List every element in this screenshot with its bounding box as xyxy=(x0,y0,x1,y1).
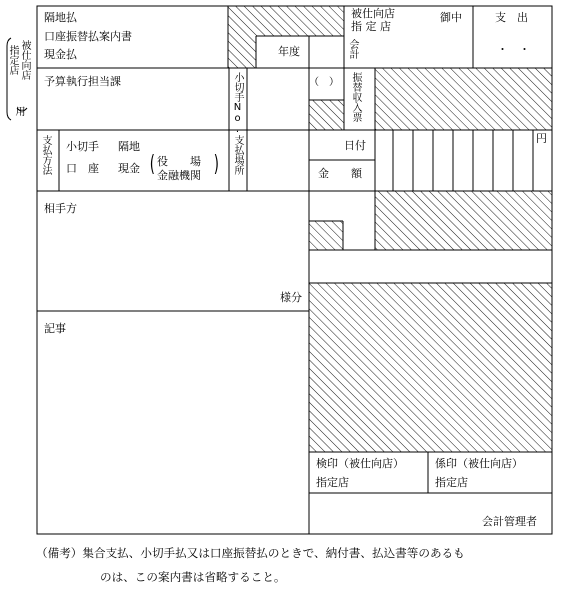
option-account: 口 座 xyxy=(66,162,99,175)
accounting-label: 会計 xyxy=(347,39,358,59)
accounting-manager-label: 会計管理者 xyxy=(482,515,537,528)
counterparty-suffix: 様分 xyxy=(280,291,302,304)
designated-store-label: 指 定 店 xyxy=(351,20,391,33)
bank-label: 金融機関 xyxy=(157,169,201,182)
clerk-seal-label: 係印（被仕向店） xyxy=(435,457,523,470)
office-label: 役 場 xyxy=(157,155,201,168)
payout-label: 支 出 xyxy=(495,11,528,24)
payment-type-cash: 現金払 xyxy=(44,48,77,61)
footnote-line1: （備考）集合支払、小切手払又は口座振替払のときで、納付書、払込書等のあるも xyxy=(36,546,465,560)
option-remote: 隔地 xyxy=(118,140,140,153)
counterparty-label: 相手方 xyxy=(44,202,77,215)
fiscal-year-label: 年度 xyxy=(278,45,300,58)
side-label-designated-store: 指定店 xyxy=(7,45,18,75)
side-label-use: 用 xyxy=(13,106,24,116)
yen-label: 円 xyxy=(536,132,547,145)
hatch-middle xyxy=(375,191,552,250)
inspection-seal-label: 検印（被仕向店） xyxy=(316,457,404,470)
payout-date-dots: ・ ・ xyxy=(497,43,530,56)
hatch-header xyxy=(228,6,344,36)
notes-label: 記事 xyxy=(44,322,66,335)
transfer-receipt-label: 振替収入票 xyxy=(350,72,361,122)
designated-payee-label: 被仕向店 xyxy=(351,7,395,20)
left-paren: ( xyxy=(149,152,155,177)
date-label: 日付 xyxy=(344,139,366,152)
option-cash: 現金 xyxy=(118,162,140,175)
payment-type-remote: 隔地払 xyxy=(44,11,77,24)
inspection-store-label: 指定店 xyxy=(316,476,349,489)
check-number-label: 小切手No. xyxy=(232,72,243,135)
hatch-transfer xyxy=(375,68,552,130)
payment-method-label: 支払方法 xyxy=(40,135,51,175)
hatch-large xyxy=(309,283,552,452)
right-paren: ) xyxy=(213,152,219,177)
footnote-line2: のは、この案内書は省略すること。 xyxy=(100,570,286,584)
budget-section-label: 予算執行担当課 xyxy=(44,75,121,88)
transfer-bracket: （ ） xyxy=(309,77,339,88)
honorific-label: 御中 xyxy=(440,11,462,24)
clerk-store-label: 指定店 xyxy=(435,476,468,489)
payment-type-account-transfer: 口座振替払案内書 xyxy=(44,30,132,43)
option-check: 小切手 xyxy=(66,140,99,153)
payment-place-label: 支払場所 xyxy=(232,135,243,175)
amount-label: 金 額 xyxy=(318,167,362,180)
side-label-payee-store: 被仕向店 xyxy=(19,40,30,80)
